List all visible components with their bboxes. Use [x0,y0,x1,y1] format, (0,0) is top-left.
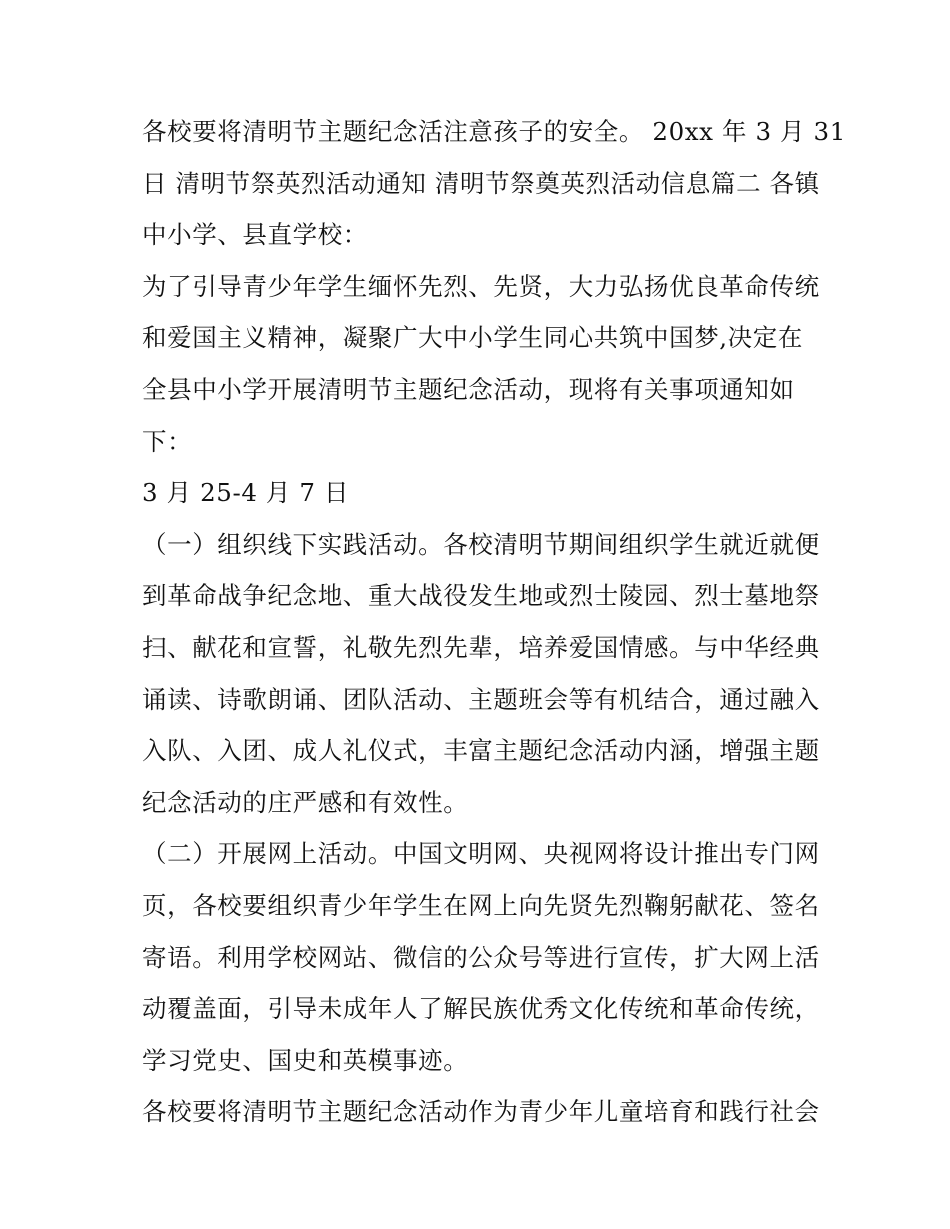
text-line-11: 扫、献花和宣誓，礼敬先烈先辈，培养爱国情感。与中华经典 [142,632,820,662]
text-line-15: （二）开展网上活动。中国文明网、央视网将设计推出专门网 [142,839,820,869]
text-line-17: 寄语。利用学校网站、微信的公众号等进行宣传，扩大网上活 [142,942,820,972]
text-line-20: 各校要将清明节主题纪念活动作为青少年儿童培育和践行社会 [142,1097,820,1127]
text-line-14: 纪念活动的庄严感和有效性。 [142,787,469,817]
text-line-16: 页，各校要组织青少年学生在网上向先贤先烈鞠躬献花、签名 [142,890,820,920]
text-line-7: 下： [142,426,193,456]
text-line-8-date-range: 3 月 25-4 月 7 日 [142,478,350,508]
text-line-9: （一）组织线下实践活动。各校清明节期间组织学生就近就便 [142,529,820,559]
text-line-2: 日 清明节祭英烈活动通知 清明节祭奠英烈活动信息篇二 各镇 [142,168,820,198]
text-line-6: 全县中小学开展清明节主题纪念活动，现将有关事项通知如 [142,374,795,404]
text-line-1: 各校要将清明节主题纪念活注意孩子的安全。 20xx 年 3 月 31 [142,117,846,146]
text-line-19: 学习党史、国史和英模事迹。 [142,1045,469,1075]
document-body [142,106,846,1138]
text-line-5: 和爱国主义精神，凝聚广大中小学生同心共筑中国梦,决定在 [142,323,803,353]
text-line-4: 为了引导青少年学生缅怀先烈、先贤，大力弘扬优良革命传统 [142,271,820,301]
text-line-18: 动覆盖面，引导未成年人了解民族优秀文化传统和革命传统， [142,994,820,1024]
text-line-12: 诵读、诗歌朗诵、团队活动、主题班会等有机结合，通过融入 [142,684,820,714]
text-line-3: 中小学、县直学校： [142,220,368,250]
text-line-10: 到革命战争纪念地、重大战役发生地或烈士陵园、烈士墓地祭 [142,581,820,611]
text-line-13: 入队、入团、成人礼仪式，丰富主题纪念活动内涵，增强主题 [142,736,820,766]
